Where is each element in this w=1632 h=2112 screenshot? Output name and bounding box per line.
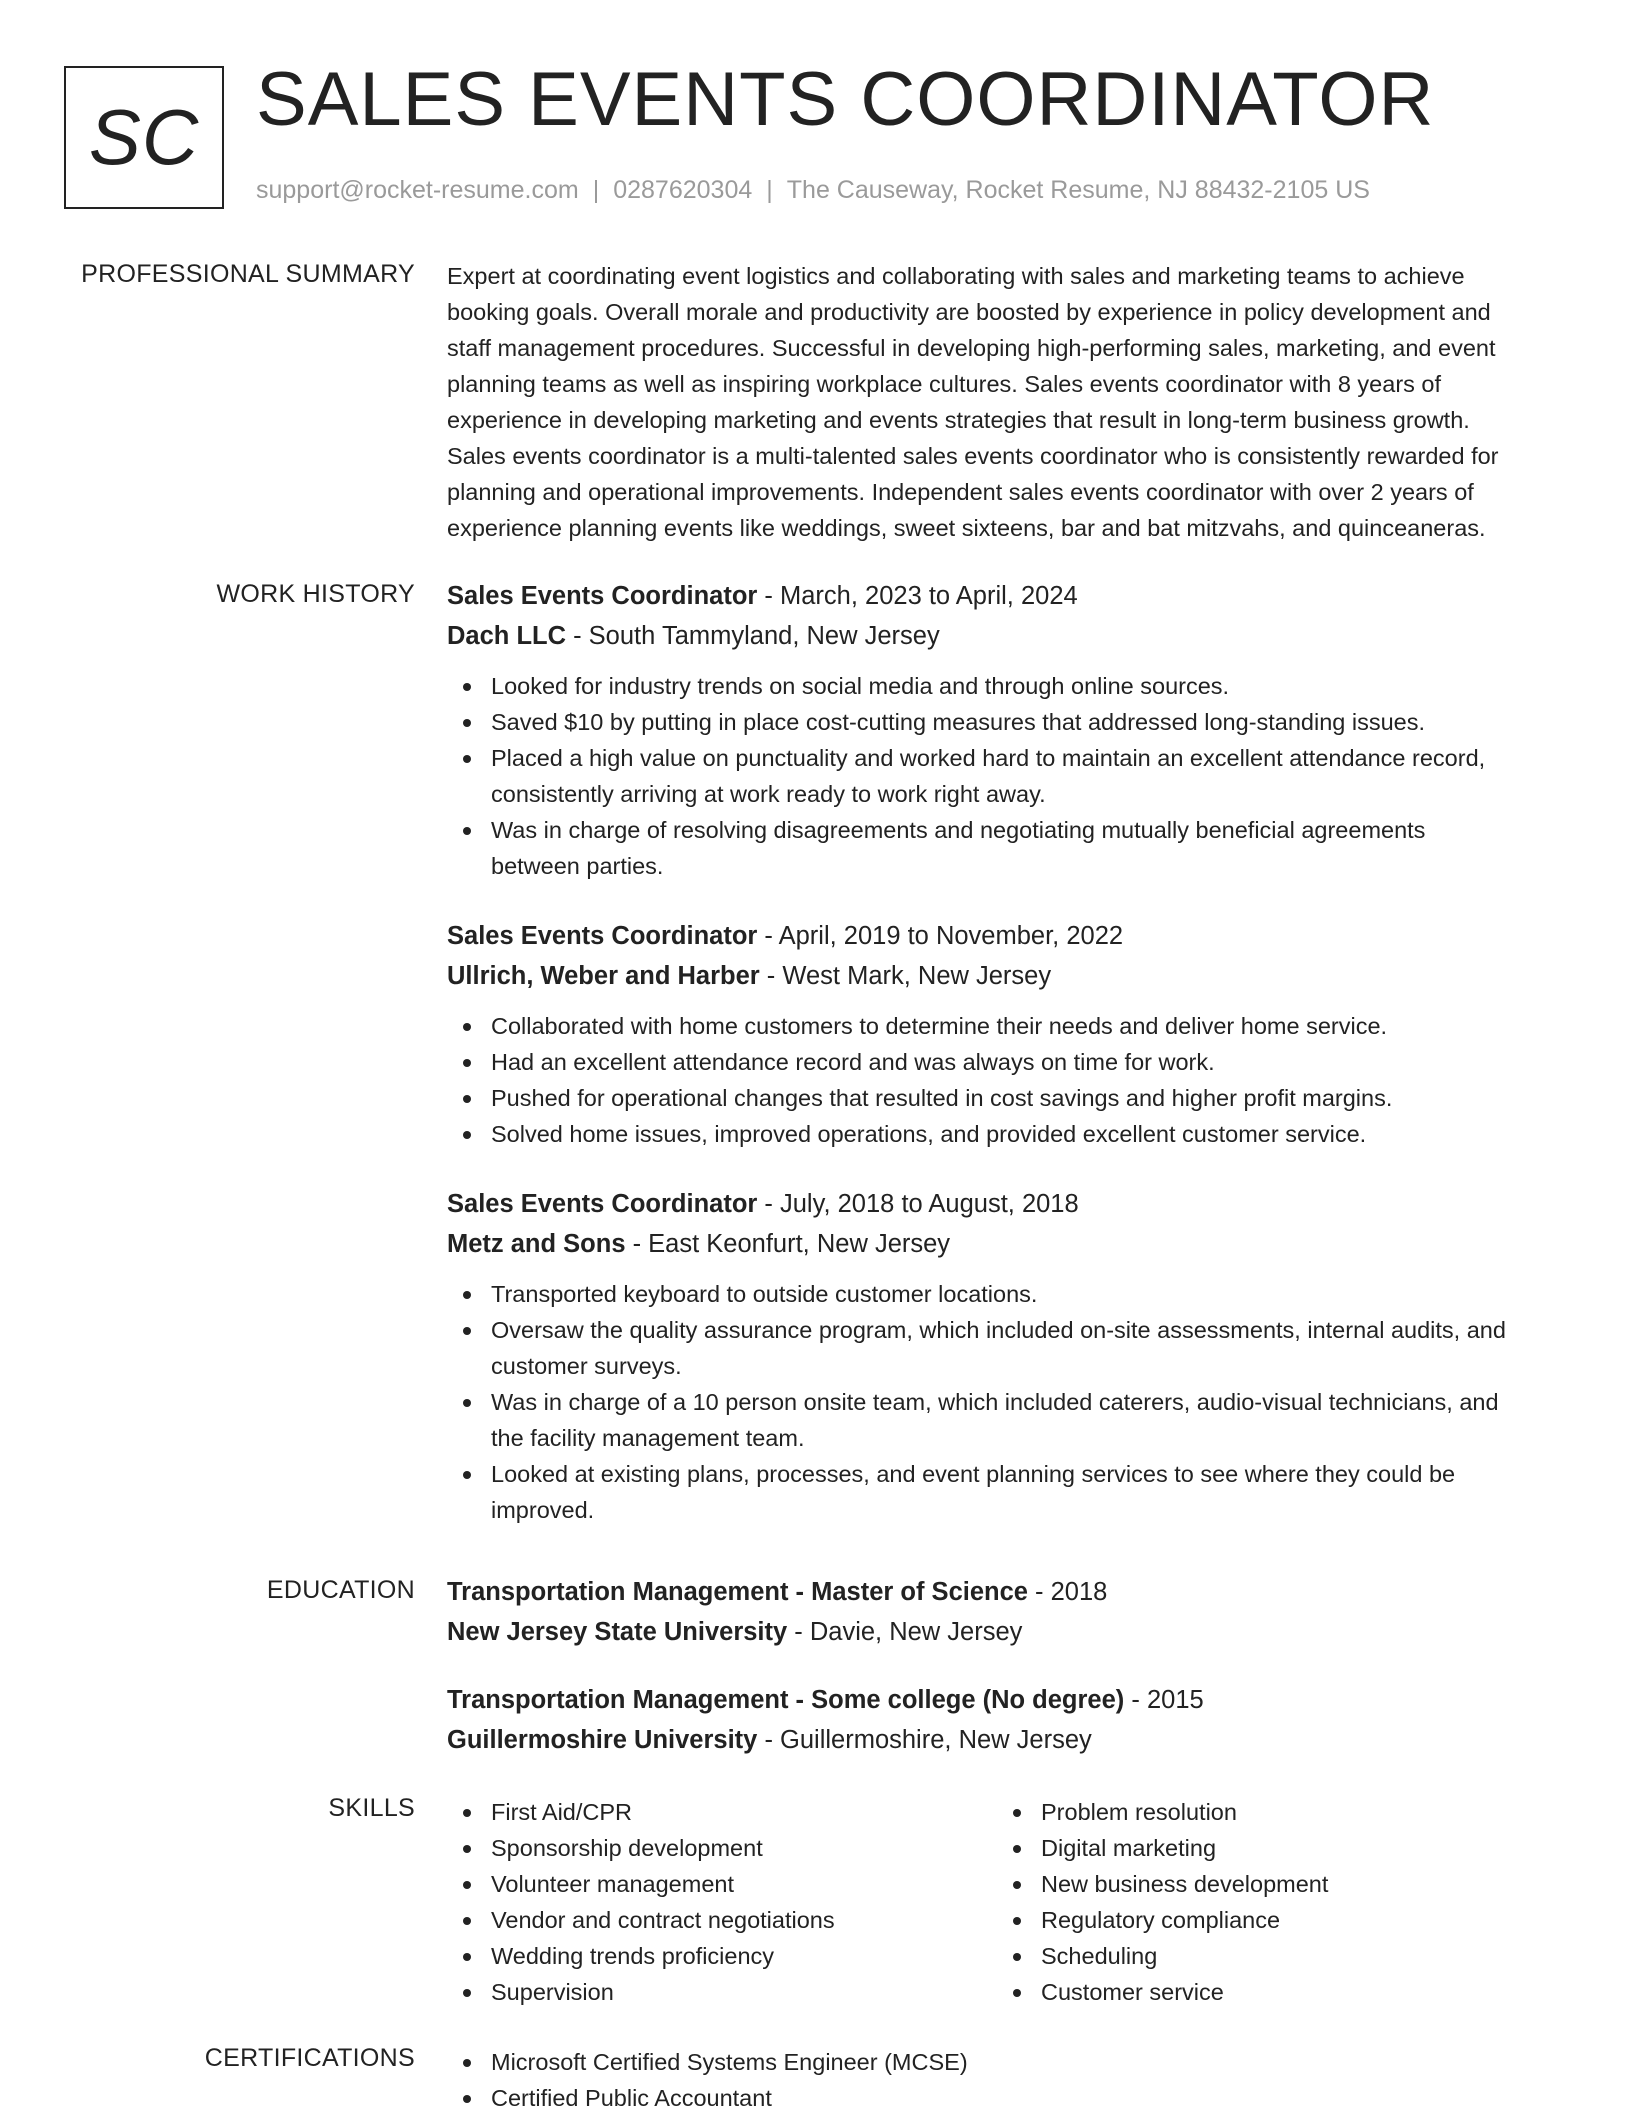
degree-year: - 2018 [1027,1578,1108,1606]
list-item: Customer service [997,1974,1547,2010]
list-item: Pushed for operational changes that resulted in cost savings and higher profit margins. [447,1080,1567,1116]
job-location: - South Tammyland, New Jersey [566,622,940,650]
job-entry [447,576,1567,884]
list-item: Sponsorship development [447,1830,997,1866]
list-item: New business development [997,1866,1547,1902]
list-item: Had an excellent attendance record and was always on time for work. [447,1044,1567,1080]
contact-phone[interactable]: 0287620304 [613,176,753,204]
job-title: Sales Events Coordinator [447,1190,758,1218]
list-item: Solved home issues, improved operations, and provided excellent customer service. [447,1116,1567,1152]
section-label-skills: SKILLS [328,1794,415,1822]
section-label-work-history: WORK HISTORY [216,580,415,608]
list-item: Looked for industry trends on social media and through online sources. [447,668,1567,704]
certifications-list [447,2044,1567,2112]
summary-line: Expert at coordinating event logistics and collaborating with sales and marketing teams to achieve [447,263,1465,289]
degree: Transportation Management - Some college (No degree) [447,1686,1125,1714]
summary-line: experience planning events like weddings, sweet sixteens, bar and bat mitzvahs, and quinceaneras. [447,515,1486,541]
certifications-content [447,2044,1567,2112]
job-location: - West Mark, New Jersey [759,962,1052,990]
list-item: Wedding trends proficiency [447,1938,997,1974]
contact-email[interactable]: support@rocket-resume.com [256,176,579,204]
section-label-summary: PROFESSIONAL SUMMARY [81,260,415,288]
list-item: Regulatory compliance [997,1902,1547,1938]
job-location: - East Keonfurt, New Jersey [625,1230,951,1258]
job-company-line [447,956,1567,996]
job-bullets [447,1008,1567,1152]
summary-line: planning and operational improvements. Independent sales events coordinator with over 2 years of [447,479,1474,505]
list-item: Supervision [447,1974,997,2010]
job-title-line [447,576,1567,616]
job-title: Sales Events Coordinator [447,582,758,610]
summary-line: staff management procedures. Successful in developing high-performing sales, marketing, and event [447,335,1496,361]
contact-address: The Causeway, Rocket Resume, NJ 88432-2105 US [786,176,1370,204]
contact-separator: | [592,176,600,204]
job-company: Ullrich, Weber and Harber [447,962,760,990]
skills-content [447,1794,1567,2010]
job-dates: - July, 2018 to August, 2018 [757,1190,1079,1218]
school: Guillermoshire University [447,1726,758,1754]
list-item: Certified Public Accountant [447,2080,1567,2112]
job-company-line [447,616,1567,656]
degree-line [447,1572,1567,1612]
education-entry [447,1572,1567,1652]
school-location: - Guillermoshire, New Jersey [757,1726,1092,1754]
school: New Jersey State University [447,1618,788,1646]
job-company: Dach LLC [447,622,567,650]
section-label-certifications: CERTIFICATIONS [204,2044,415,2072]
summary-line: experience in developing marketing and events strategies that result in long-term business growth. [447,407,1470,433]
job-entry [447,1184,1567,1528]
skills-list-right [997,1794,1547,2010]
school-line [447,1612,1567,1652]
list-item: Was in charge of resolving disagreements and negotiating mutually beneficial agreements between parties. [447,812,1567,884]
summary-line: Sales events coordinator is a multi-talented sales events coordinator who is consistently rewarded for [447,443,1499,469]
job-dates: - March, 2023 to April, 2024 [757,582,1078,610]
job-entry [447,916,1567,1152]
list-item: Collaborated with home customers to determine their needs and deliver home service. [447,1008,1567,1044]
summary-text [447,258,1567,546]
list-item: Placed a high value on punctuality and worked hard to maintain an excellent attendance record, consistently arriving at work ready to work right away. [447,740,1567,812]
education-entry [447,1680,1567,1760]
job-title-line [447,916,1567,956]
job-dates: - April, 2019 to November, 2022 [757,922,1124,950]
degree: Transportation Management - Master of Science [447,1578,1028,1606]
job-title-line [447,1184,1567,1224]
list-item: Microsoft Certified Systems Engineer (MCSE) [447,2044,1567,2080]
list-item: First Aid/CPR [447,1794,997,1830]
job-company-line [447,1224,1567,1264]
list-item: Problem resolution [997,1794,1547,1830]
school-location: - Davie, New Jersey [787,1618,1023,1646]
list-item: Saved $10 by putting in place cost-cutting measures that addressed long-standing issues. [447,704,1567,740]
list-item: Volunteer management [447,1866,997,1902]
list-item: Transported keyboard to outside customer locations. [447,1276,1567,1312]
resume-title: SALES EVENTS COORDINATOR [256,57,1435,142]
job-bullets [447,1276,1567,1528]
list-item: Was in charge of a 10 person onsite team, which included caterers, audio-visual technicians, and the facility management team. [447,1384,1567,1456]
list-item: Looked at existing plans, processes, and event planning services to see where they could be improved. [447,1456,1567,1528]
list-item: Scheduling [997,1938,1547,1974]
list-item: Digital marketing [997,1830,1547,1866]
list-item: Vendor and contract negotiations [447,1902,997,1938]
summary-line: booking goals. Overall morale and productivity are boosted by experience in policy development and [447,299,1491,325]
skills-list-left [447,1794,997,2010]
school-line [447,1720,1567,1760]
list-item: Oversaw the quality assurance program, which included on-site assessments, internal audits, and customer surveys. [447,1312,1567,1384]
summary-line: planning teams as well as inspiring workplace cultures. Sales events coordinator with 8 years of [447,371,1442,397]
monogram-logo: SC [64,66,224,209]
contact-separator: | [766,176,773,204]
job-bullets [447,668,1567,884]
degree-year: - 2015 [1124,1686,1204,1714]
contact-line [256,176,1370,205]
job-title: Sales Events Coordinator [447,922,758,950]
section-label-education: EDUCATION [266,1576,415,1604]
degree-line [447,1680,1567,1720]
job-company: Metz and Sons [447,1230,626,1258]
